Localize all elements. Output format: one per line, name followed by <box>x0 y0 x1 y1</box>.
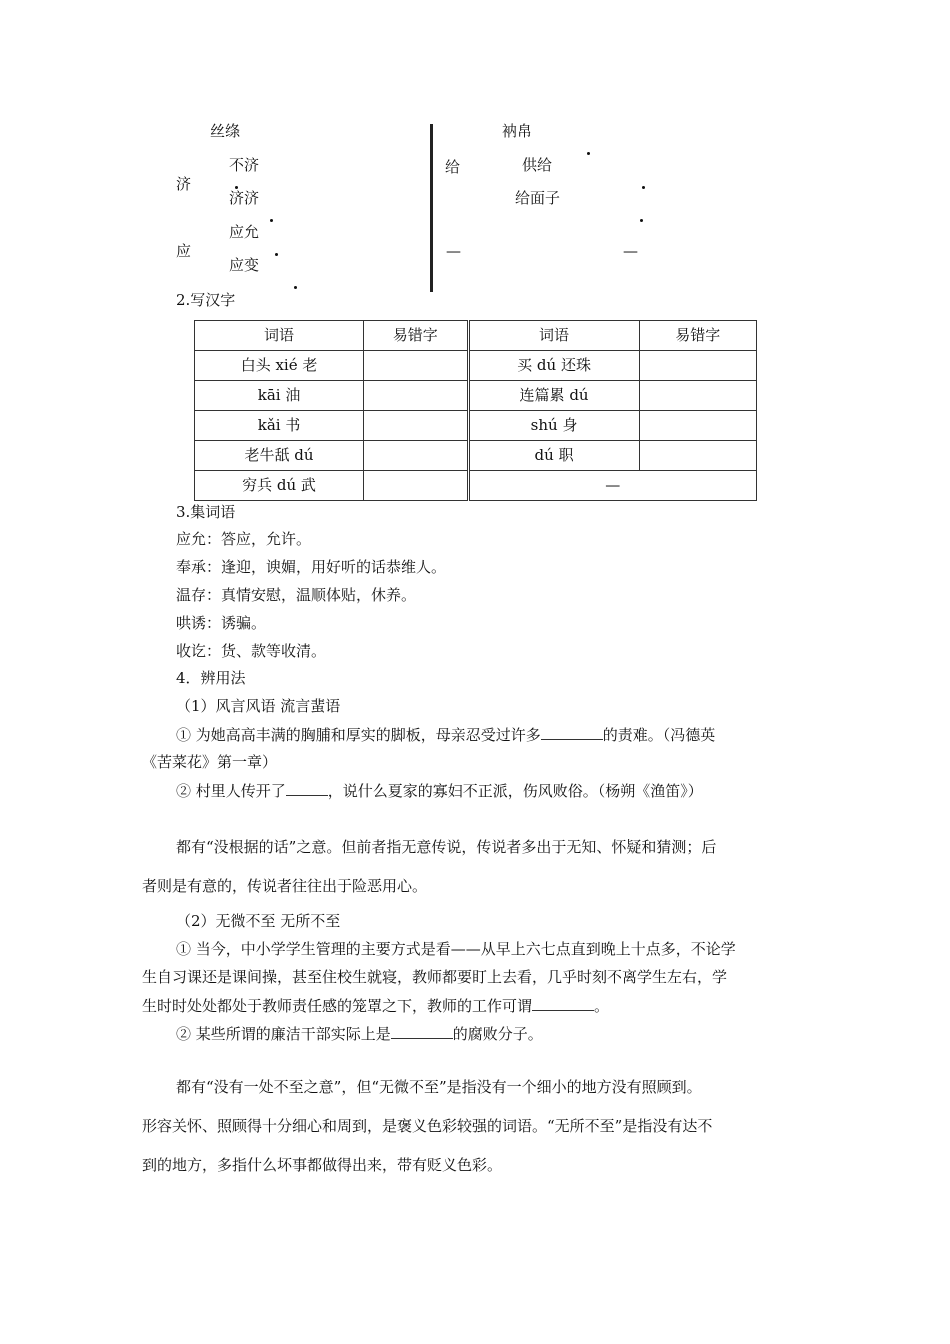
subsection-title: （2）无微不至 无所不至 <box>176 912 341 930</box>
question-line: 《苦菜花》第一章） <box>142 753 278 771</box>
table-cell: 买 dú 还珠 <box>468 351 639 381</box>
question-line: 生时时处处都处于教师责任感的笼罩之下，教师的工作可谓 。 <box>142 997 610 1015</box>
dash-mark: — <box>446 242 461 260</box>
char-gei: 给 <box>445 158 461 176</box>
answer-cell[interactable] <box>639 441 756 471</box>
answer-cell[interactable] <box>639 351 756 381</box>
vertical-divider <box>430 124 433 292</box>
answer-cell[interactable] <box>639 411 756 441</box>
answer-blank[interactable] <box>532 998 594 1011</box>
answer-cell[interactable] <box>364 471 468 501</box>
table-cell: dú 职 <box>468 441 639 471</box>
answer-text: 者则是有意的，传说者往往出于险恶用心。 <box>142 877 428 895</box>
answer-cell[interactable] <box>364 411 468 441</box>
answer-text: 都有“没有一处不至之意”，但“无微不至”是指没有一个细小的地方没有照顾到。 <box>176 1078 702 1096</box>
dash-mark: — <box>623 242 638 260</box>
table-row <box>195 441 757 471</box>
emphasis-dot <box>636 183 651 184</box>
answer-cell[interactable] <box>364 351 468 381</box>
table-header: 易错字 <box>639 321 756 351</box>
table-row <box>195 381 757 411</box>
word-buji: 不济 <box>229 156 260 174</box>
answer-blank[interactable] <box>541 727 603 740</box>
char-ying: 应 <box>176 242 192 260</box>
question-line: ① 当今，中小学学生管理的主要方式是看——从早上六七点直到晚上十点多，不论学 <box>176 940 736 958</box>
table-header: 词语 <box>195 321 364 351</box>
question-line: ② 村里人传开了 ，说什么夏家的寡妇不正派，伤风败俗。（杨朔《渔笛》） <box>176 782 703 800</box>
table-header-row <box>195 321 757 351</box>
emphasis-dot <box>581 149 596 150</box>
answer-cell[interactable] <box>364 441 468 471</box>
table-cell-merged: — <box>468 471 756 501</box>
answer-cell[interactable] <box>639 381 756 411</box>
word-nabo: 衲帛 <box>502 122 533 140</box>
emphasis-dot <box>269 250 284 251</box>
answer-cell[interactable] <box>364 381 468 411</box>
definition-item: 温存：真情安慰，温顺体贴，休养。 <box>176 586 417 604</box>
answer-text: 形容关怀、照顾得十分细心和周到，是褒义色彩较强的词语。“无所不至”是指没有达不 <box>142 1117 713 1135</box>
table-row <box>195 471 757 501</box>
table-cell: 白头 xié 老 <box>195 351 364 381</box>
definition-item: 哄诱：诱骗。 <box>176 614 267 632</box>
question-line: ① 为她高高丰满的胸脯和厚实的脚板，母亲忍受过许多 的责难。（冯德英 <box>176 726 716 744</box>
table-cell: shú 身 <box>468 411 639 441</box>
definition-item: 收讫：货、款等收清。 <box>176 642 327 660</box>
answer-text: 都有“没根据的话”之意。但前者指无意传说，传说者多出于无知、怀疑和猜测；后 <box>176 838 717 856</box>
definition-item: 奉承：逢迎，谀媚，用好听的话恭维人。 <box>176 558 447 576</box>
definition-item: 应允：答应，允许。 <box>176 530 312 548</box>
answer-blank[interactable] <box>391 1026 453 1039</box>
table-row <box>195 351 757 381</box>
table-header: 易错字 <box>364 321 468 351</box>
word-silu: 丝绦 <box>210 122 241 140</box>
char-ji: 济 <box>176 175 192 193</box>
answer-text: 到的地方，多指什么坏事都做得出来，带有贬义色彩。 <box>142 1156 503 1174</box>
table-cell: 连篇累 dú <box>468 381 639 411</box>
word-gongji: 供给 <box>522 156 553 174</box>
word-geimianzi: 给面子 <box>515 189 561 207</box>
table-header: 词语 <box>468 321 639 351</box>
subsection-title: （1）风言风语 流言蜚语 <box>176 697 341 715</box>
emphasis-dot <box>264 216 279 217</box>
word-jiji: 济济 <box>229 189 260 207</box>
emphasis-dot <box>229 183 244 184</box>
section-heading-collect: 3.集词语 <box>176 503 236 521</box>
table-cell: kǎi 书 <box>195 411 364 441</box>
table-row <box>195 411 757 441</box>
word-yingbian: 应变 <box>229 256 260 274</box>
table-cell: 穷兵 dú 武 <box>195 471 364 501</box>
word-yingyun: 应允 <box>229 223 260 241</box>
question-line: 生自习课还是课间操，甚至住校生就寝，教师都要盯上去看，几乎时刻不离学生左右，学 <box>142 968 728 986</box>
answer-blank[interactable] <box>286 783 328 796</box>
table-cell: kāi 油 <box>195 381 364 411</box>
word-table <box>194 320 757 501</box>
question-line: ② 某些所谓的廉洁干部实际上是 的腐败分子。 <box>176 1025 543 1043</box>
table-cell: 老牛舐 dú <box>195 441 364 471</box>
emphasis-dot <box>288 283 303 284</box>
section-heading-write: 2.写汉字 <box>176 291 236 309</box>
emphasis-dot <box>634 216 649 217</box>
section-heading-usage: 4．辨用法 <box>176 669 246 687</box>
